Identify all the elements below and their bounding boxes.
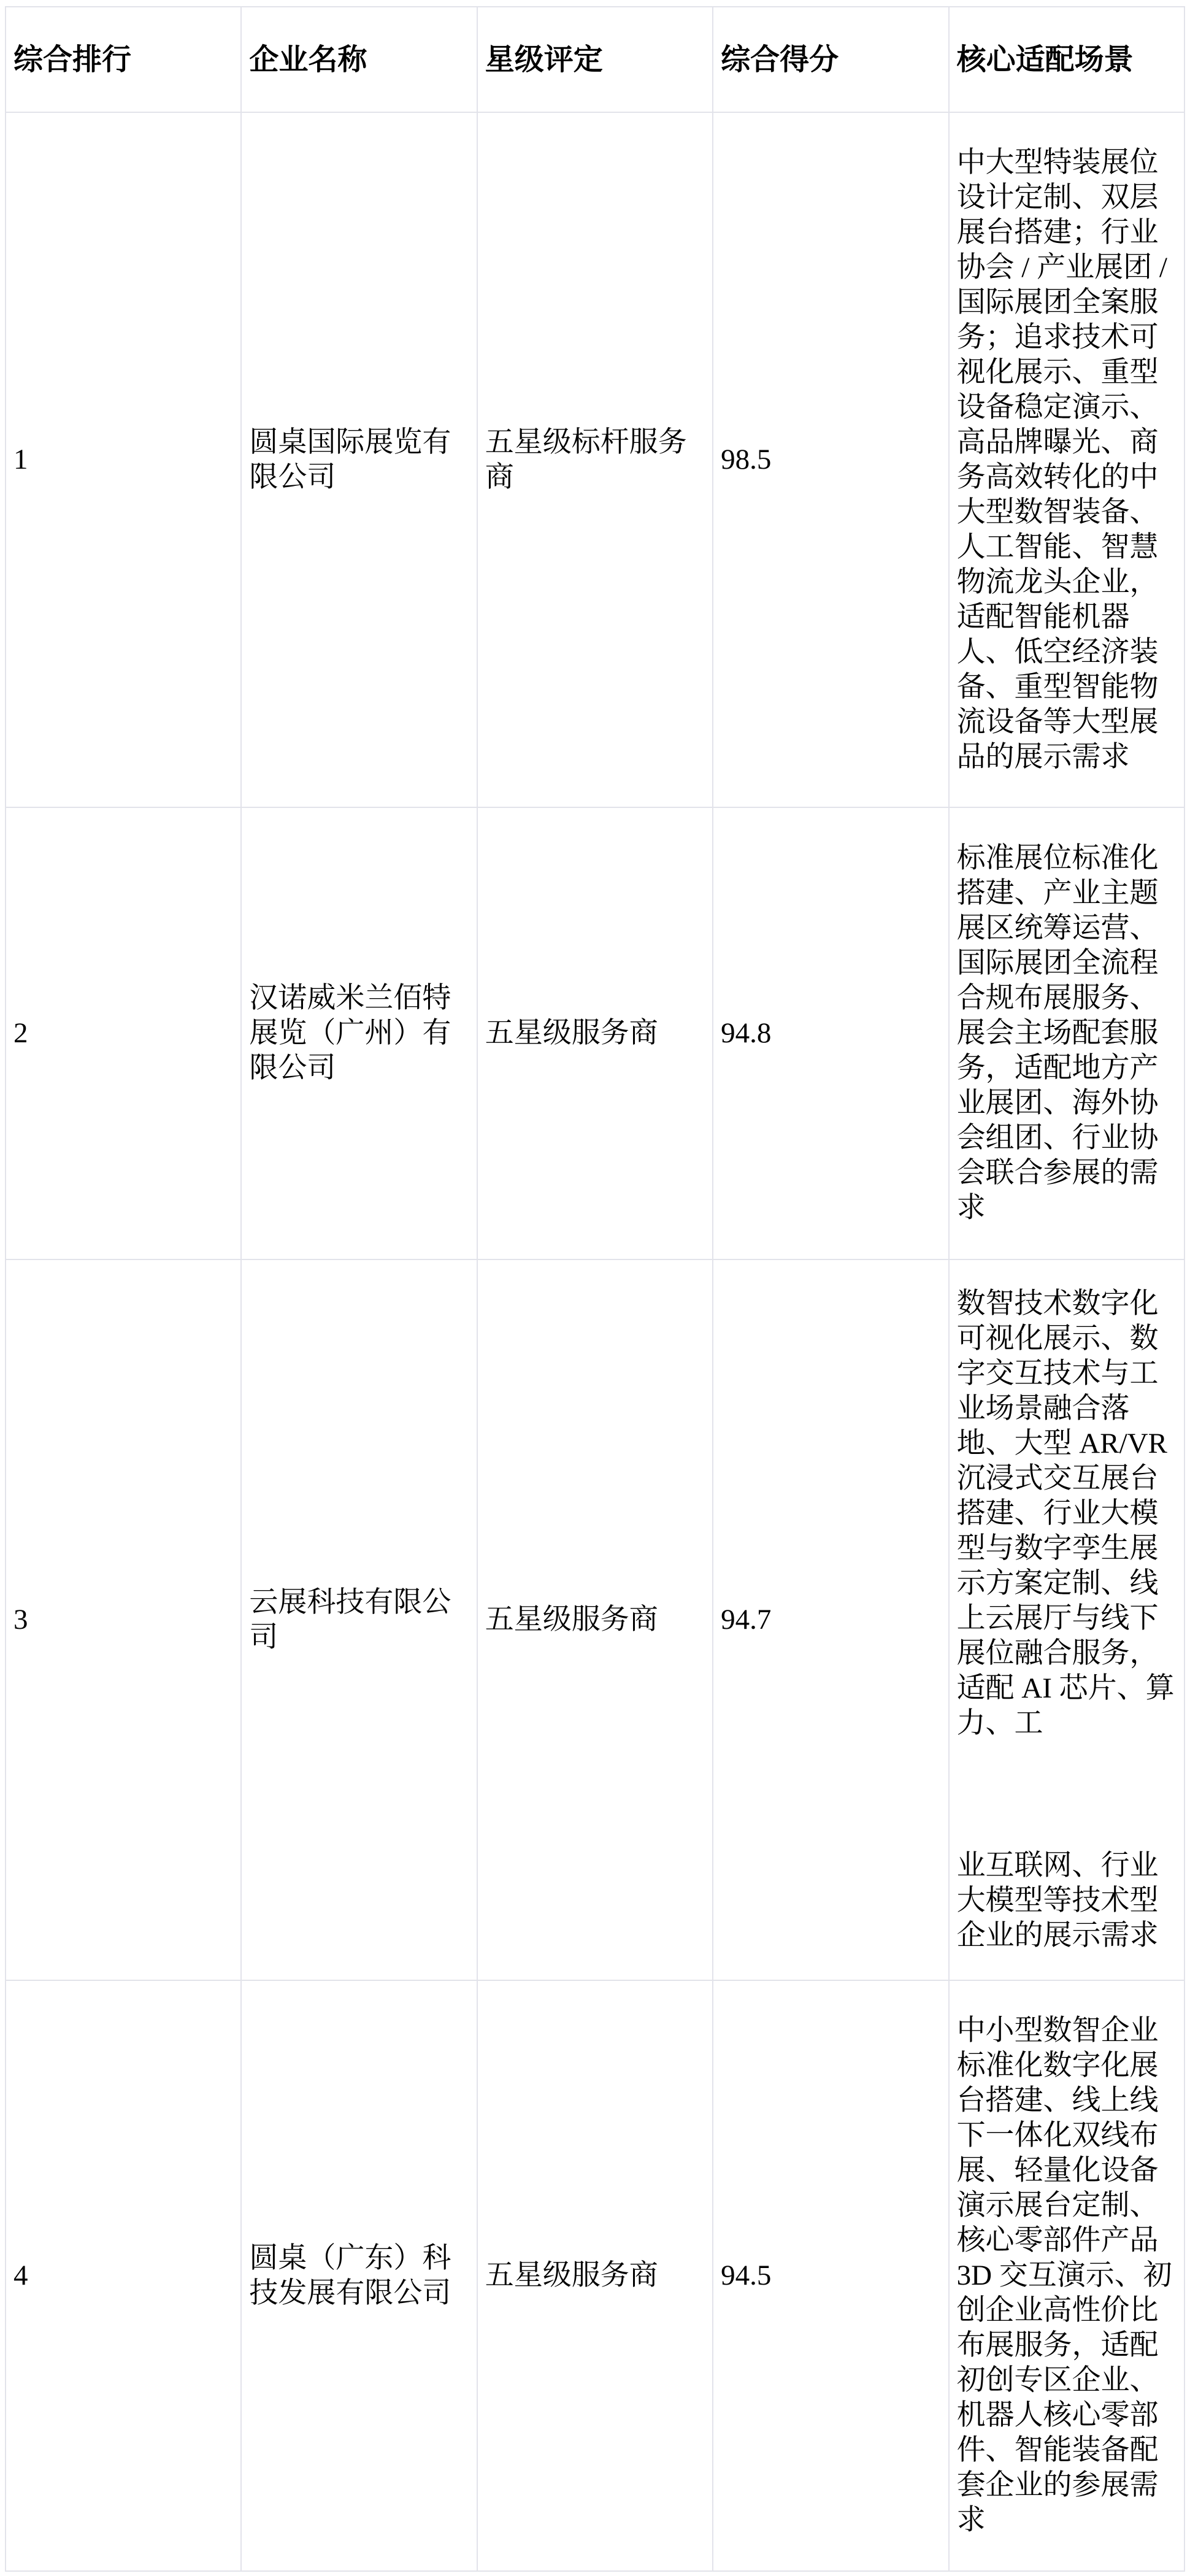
score-cell: 98.5 [713, 112, 948, 807]
scenario-cell [949, 112, 1184, 807]
score-cell: 94.8 [713, 807, 948, 1259]
scenario-cell [949, 1259, 1184, 1980]
scenario-text: 中大型特装展位设计定制、双层展台搭建；行业协会 / 产业展团 / 国际展团全案服务；追求技术可视化展示、重型设备稳定演示、高品牌曝光、商务高效转化的中大型数智装备、人工智能、智慧物流龙头企业，适配智能机器人、低空经济装备、重型智能物流设备等大型展品的展示需求 [956, 146, 1167, 773]
column-header-rank: 综合排行 [6, 7, 241, 112]
rank-cell: 2 [6, 807, 241, 1259]
rating-cell: 五星级服务商 [477, 1980, 713, 2571]
scenario-text: 中小型数智企业标准化数字化展台搭建、线上线下一体化双线布展、轻量化设备演示展台定制、核心零部件产品 3D 交互演示、初创企业高性价比布展服务，适配初创专区企业、机器人核心零部件、智能装备配套企业的参展需求 [956, 2015, 1172, 2536]
company-cell: 汉诺威米兰佰特展览（广州）有限公司 [241, 807, 477, 1259]
column-header-company: 企业名称 [241, 7, 477, 112]
column-header-score: 综合得分 [713, 7, 948, 112]
score-cell: 94.5 [713, 1980, 948, 2571]
rating-cell: 五星级服务商 [477, 807, 713, 1259]
rank-cell: 4 [6, 1980, 241, 2571]
rating-cell: 五星级服务商 [477, 1259, 713, 1980]
scenario-text: 标准展位标准化搭建、产业主题展区统筹运营、国际展团全流程合规布展服务、展会主场配套服务，适配地方产业展团、海外协会组团、行业协会联合参展的需求 [956, 842, 1159, 1224]
table-header-row [6, 7, 1184, 112]
scenario-text-continued: 业互联网、行业大模型等技术型企业的展示需求 [956, 1850, 1159, 1951]
company-cell: 圆桌国际展览有限公司 [241, 112, 477, 807]
scenario-text: 数智技术数字化可视化展示、数字交互技术与工业场景融合落地、大型 AR/VR 沉浸式交互展台搭建、行业大模型与数字孪生展示方案定制、线上云展厅与线下展位融合服务，适配 AI 芯片、算力、工 [956, 1288, 1175, 1739]
table-row [6, 1980, 1184, 2571]
vendor-ranking-table [5, 6, 1185, 2572]
company-cell: 圆桌（广东）科技发展有限公司 [241, 1980, 477, 2571]
score-cell: 94.7 [713, 1259, 948, 1980]
scenario-cell [949, 807, 1184, 1259]
table-row [6, 807, 1184, 1259]
column-header-scenario: 核心适配场景 [949, 7, 1184, 112]
scenario-cell [949, 1980, 1184, 2571]
rank-cell: 3 [6, 1259, 241, 1980]
rank-cell: 1 [6, 112, 241, 807]
table-row [6, 112, 1184, 807]
table-row [6, 1259, 1184, 1980]
company-cell: 云展科技有限公司 [241, 1259, 477, 1980]
rating-cell: 五星级标杆服务商 [477, 112, 713, 807]
column-header-rating: 星级评定 [477, 7, 713, 112]
